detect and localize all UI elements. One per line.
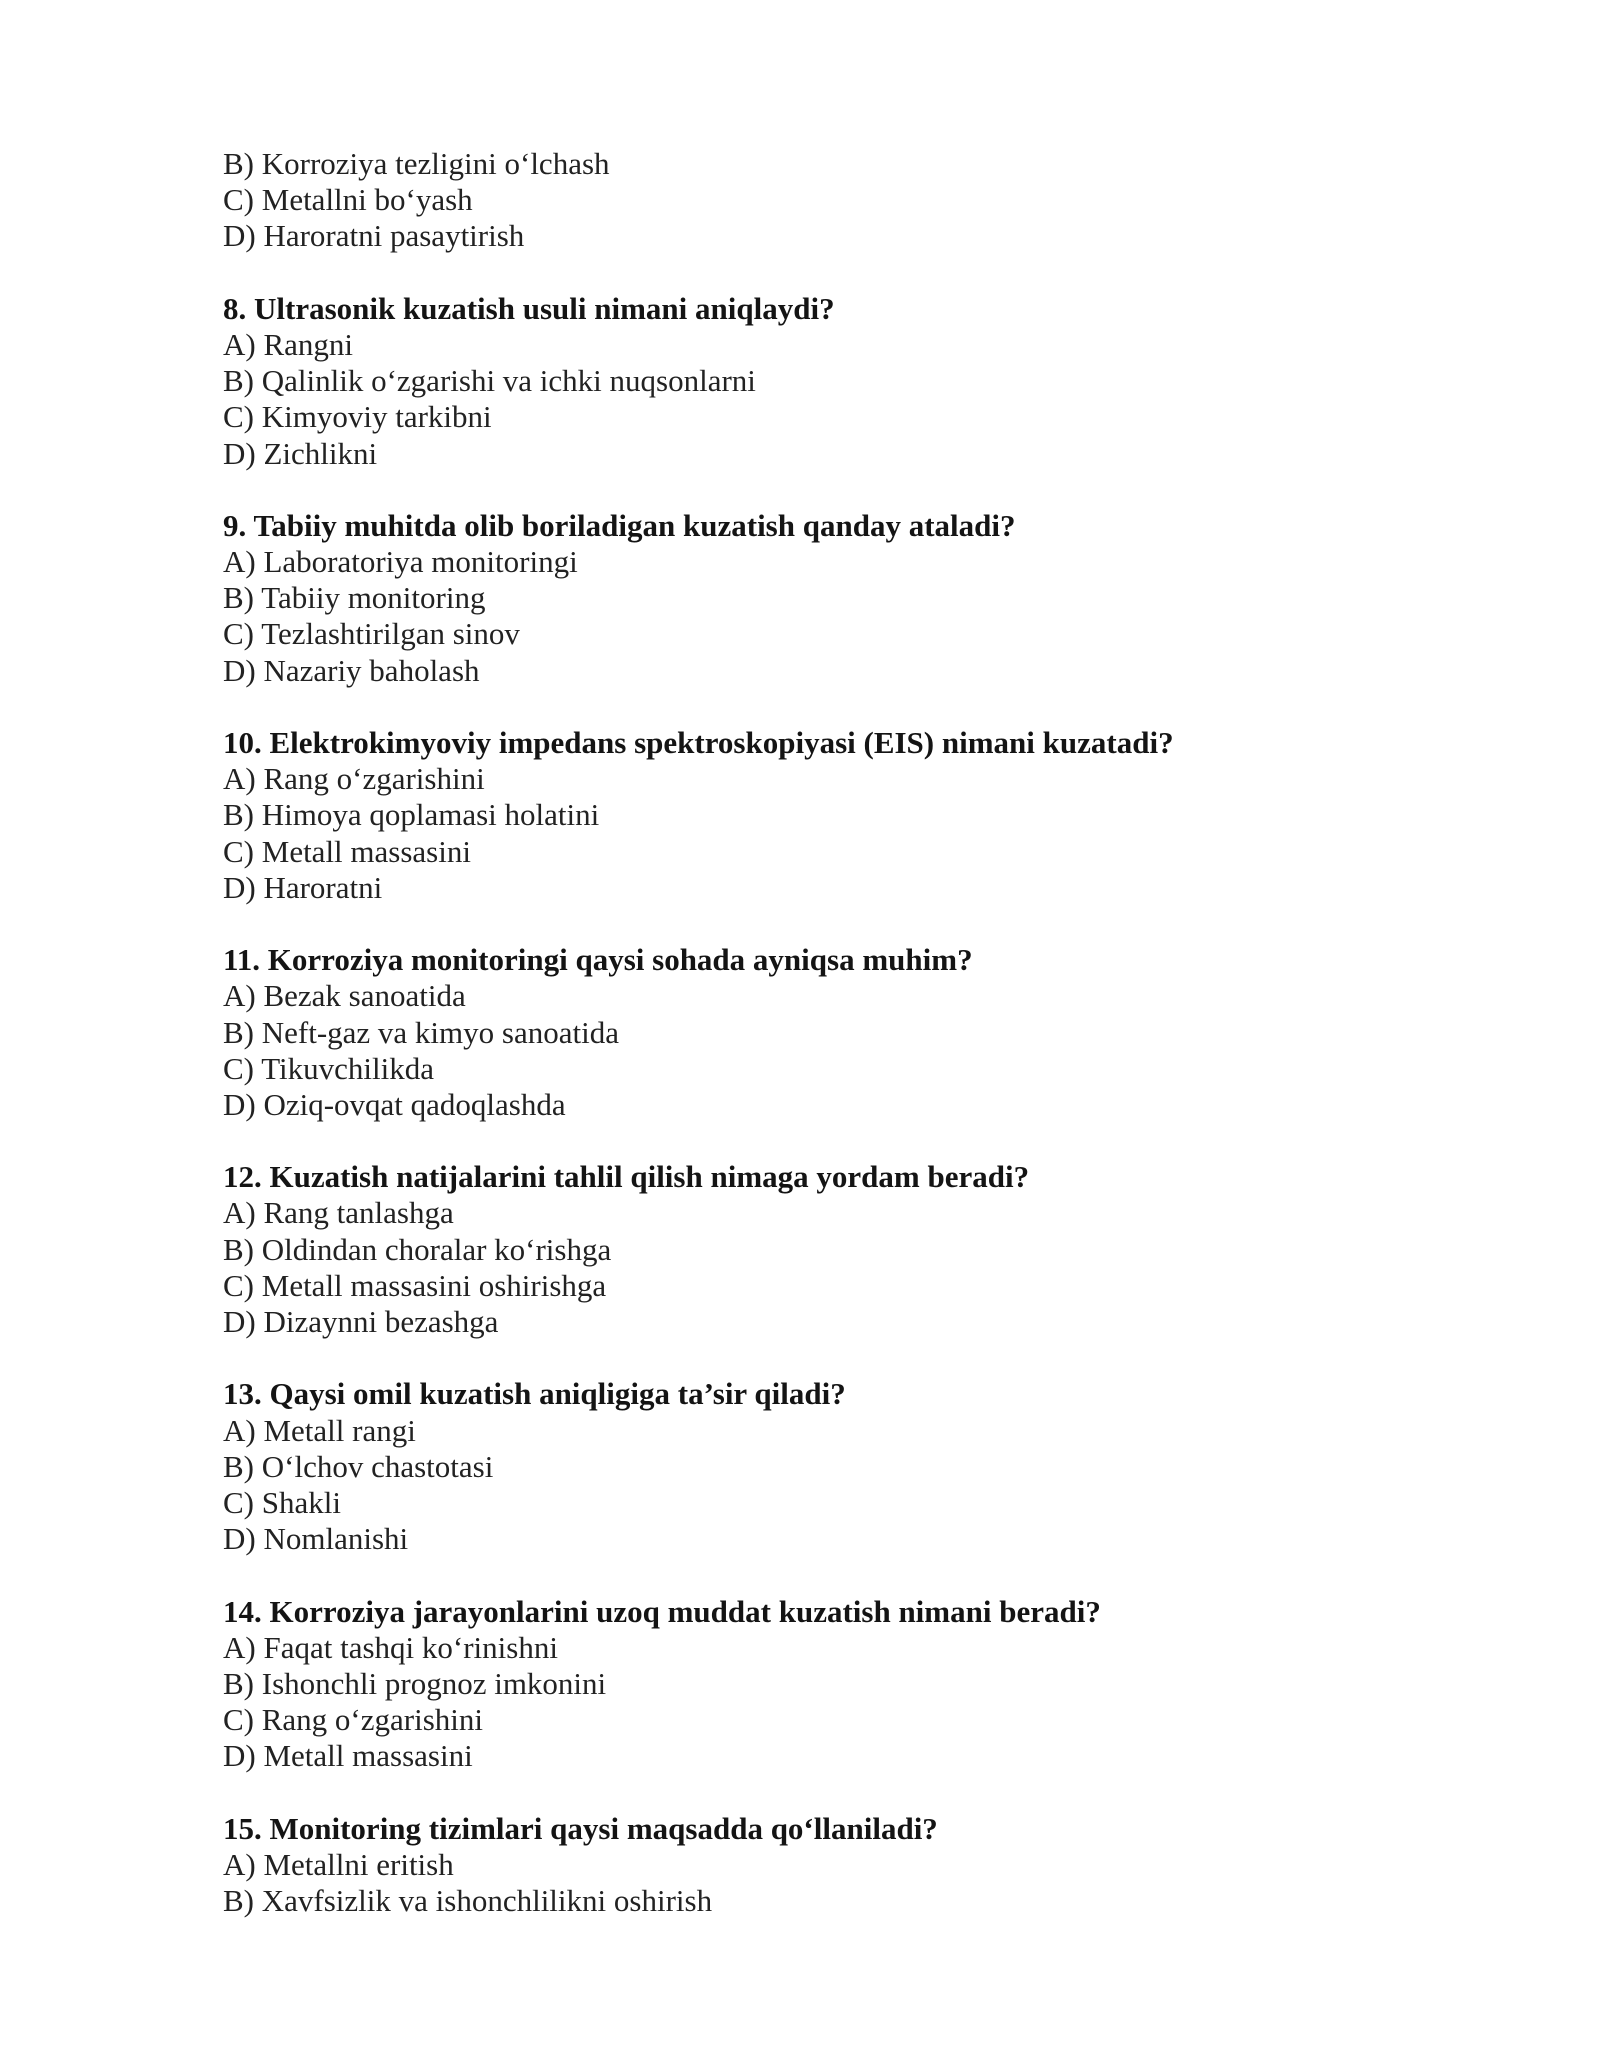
- answer-option: C) Shakli: [223, 1484, 341, 1520]
- answer-option: D) Haroratni pasaytirish: [223, 218, 525, 254]
- question-14: [223, 1594, 1523, 1775]
- question-title: 15. Monitoring tizimlari qaysi maqsadda qo‘llaniladi?: [223, 1810, 938, 1846]
- question-10: [223, 725, 1523, 906]
- quiz-content: [223, 146, 1523, 1919]
- answer-option: A) Faqat tashqi ko‘rinishni: [223, 1629, 558, 1665]
- question-13: [223, 1376, 1523, 1557]
- question-title: 8. Ultrasonik kuzatish usuli nimani aniqlaydi?: [223, 290, 835, 326]
- answer-option: D) Nazariy baholash: [223, 652, 480, 688]
- question-title: 10. Elektrokimyoviy impedans spektroskopiyasi (EIS) nimani kuzatadi?: [223, 725, 1174, 760]
- answer-option: B) Qalinlik o‘zgarishi va ichki nuqsonlarni: [223, 363, 756, 399]
- answer-option: A) Rang o‘zgarishini: [223, 761, 485, 797]
- answer-option: A) Metallni eritish: [223, 1846, 454, 1882]
- answer-option: B) Neft-gaz va kimyo sanoatida: [223, 1014, 619, 1050]
- question-9: [223, 508, 1523, 689]
- answer-option: B) O‘lchov chastotasi: [223, 1448, 494, 1484]
- question-title: 9. Tabiiy muhitda olib boriladigan kuzatish qanday ataladi?: [223, 507, 1016, 543]
- question-title: 14. Korroziya jarayonlarini uzoq muddat kuzatish nimani beradi?: [223, 1593, 1101, 1629]
- answer-option: D) Haroratni: [223, 869, 383, 905]
- question-8: [223, 291, 1523, 472]
- answer-option: D) Zichlikni: [223, 435, 378, 471]
- answer-option: D) Dizaynni bezashga: [223, 1304, 499, 1339]
- answer-option: B) Korroziya tezligini o‘lchash: [223, 146, 610, 181]
- answer-option: A) Rang tanlashga: [223, 1195, 454, 1231]
- answer-option: A) Rangni: [223, 326, 354, 362]
- answer-option: B) Himoya qoplamasi holatini: [223, 797, 600, 833]
- answer-option: D) Oziq-ovqat qadoqlashda: [223, 1086, 566, 1122]
- lead-options: [223, 146, 1523, 255]
- answer-option: B) Oldindan choralar ko‘rishga: [223, 1231, 612, 1267]
- answer-option: C) Metallni bo‘yash: [223, 182, 473, 218]
- answer-option: B) Ishonchli prognoz imkonini: [223, 1665, 607, 1701]
- answer-option: B) Xavfsizlik va ishonchlilikni oshirish: [223, 1883, 713, 1918]
- question-title: 12. Kuzatish natijalarini tahlil qilish nimaga yordam beradi?: [223, 1159, 1030, 1195]
- answer-option: A) Metall rangi: [223, 1412, 416, 1448]
- question-11: [223, 942, 1523, 1123]
- answer-option: D) Nomlanishi: [223, 1521, 409, 1557]
- answer-option: B) Tabiiy monitoring: [223, 580, 486, 616]
- question-title: 13. Qaysi omil kuzatish aniqligiga ta’sir qiladi?: [223, 1376, 846, 1412]
- answer-option: C) Rang o‘zgarishini: [223, 1702, 484, 1738]
- answer-option: A) Bezak sanoatida: [223, 978, 466, 1014]
- answer-option: C) Tezlashtirilgan sinov: [223, 616, 520, 652]
- question-15: [223, 1811, 1523, 1920]
- question-12: [223, 1159, 1523, 1340]
- answer-option: C) Tikuvchilikda: [223, 1050, 435, 1086]
- answer-option: D) Metall massasini: [223, 1738, 473, 1774]
- question-title: 11. Korroziya monitoringi qaysi sohada ayniqsa muhim?: [223, 942, 973, 978]
- answer-option: C) Metall massasini oshirishga: [223, 1267, 607, 1303]
- answer-option: C) Metall massasini: [223, 833, 471, 869]
- answer-option: A) Laboratoriya monitoringi: [223, 544, 578, 580]
- answer-option: C) Kimyoviy tarkibni: [223, 399, 492, 435]
